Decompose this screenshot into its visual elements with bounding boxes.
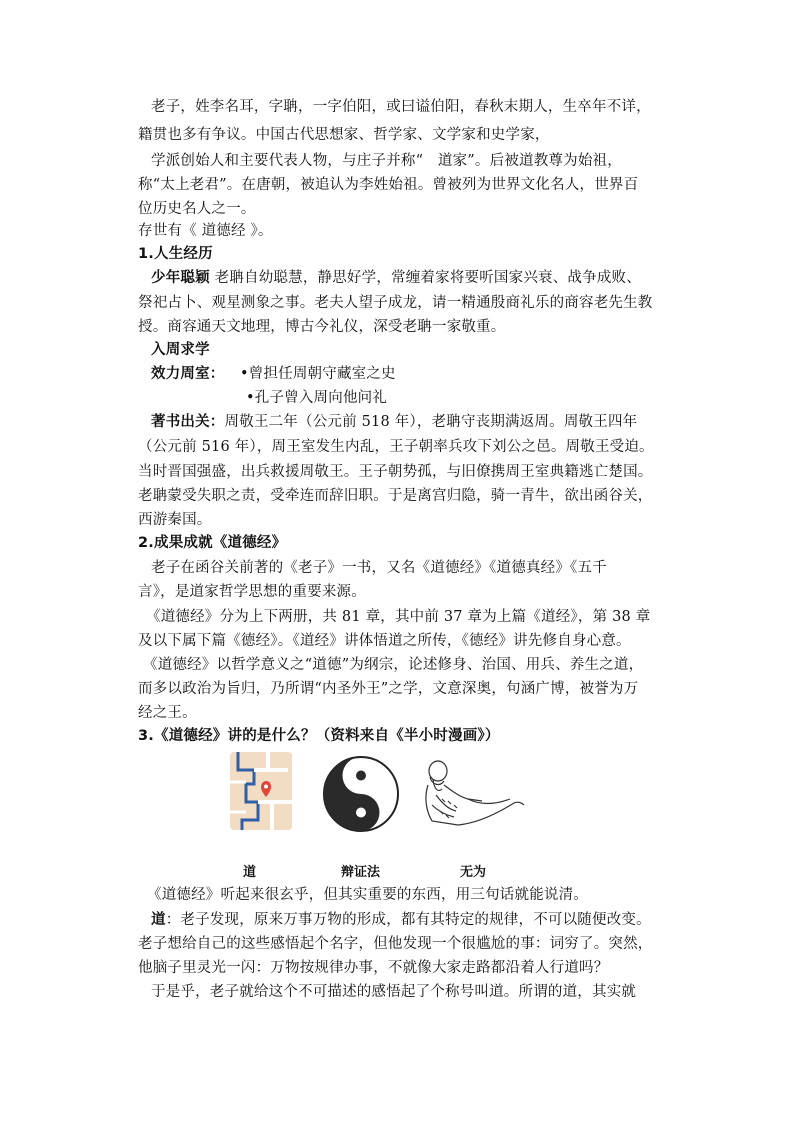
s3-p2-line-3: 他脑子里灵光一闪：万物按规律办事，不就像大家走路都沿着人行道吗？ [138, 960, 609, 976]
s2-p1-line-2: 言》，是道家哲学思想的重要来源。 [138, 584, 366, 600]
serve-item-1: •曾担任周朝守藏室之史 [240, 366, 396, 382]
dao-label: 道 [151, 912, 166, 928]
youth-line-1 [151, 266, 641, 290]
s3-p2-line-2: 老子想给自己的这些感悟起个名字，但他发现一个很尴尬的事：词穷了。突然， [138, 936, 653, 952]
section-1-heading: 1.人生经历 [138, 246, 213, 262]
youth-label: 少年聪颖 [151, 270, 210, 286]
dao-text: ：老子发现，原来万事万物的形成，都有其特定的规律，不可以随便改变。 [165, 912, 651, 928]
laozi-illustration [418, 755, 528, 833]
s2-p3-line-3: 经之王。 [138, 705, 197, 721]
book-line-5: 西游秦国。 [138, 512, 212, 528]
intro-line-6: 存世有《 道德经 》。 [138, 223, 273, 239]
yin-yang-icon [321, 754, 401, 834]
intro-line-3: 学派创始人和主要代表人物，与庄子并称“ 道家”。后被道教尊为始祖， [151, 153, 622, 169]
s2-p2-line-2: 及以下属下篇《德经》。《道经》讲体悟道之所传，《德经》讲先修自身心意。 [138, 633, 631, 649]
youth-text: 老聃自幼聪慧，静思好学，常缠着家将要听国家兴衰、战争成败、 [209, 270, 641, 286]
s2-p3-line-1: 《道德经》以哲学意义之“道德”为纲宗，论述修身、治国、用兵、养生之道， [143, 657, 644, 673]
caption-dao: 道 [243, 865, 257, 880]
caption-dialectics: 辩证法 [341, 865, 381, 880]
s2-p2-line-1: 《道德经》分为上下两册，共 81 章，其中前 37 章为上篇《道经》，第 38 章 [146, 609, 651, 625]
zhou-label: 入周求学 [151, 342, 210, 358]
section-3-heading: 3.《道德经》讲的是什么？（资料来自《半小时漫画》） [138, 728, 500, 744]
intro-line-4: 称“太上老君”。在唐朝，被追认为李姓始祖。曾被列为世界文化名人，世界百 [138, 177, 639, 193]
book-label: 著书出关： [151, 414, 225, 430]
s3-p1: 《道德经》听起来很玄乎，但其实重要的东西，用三句话就能说清。 [147, 887, 588, 903]
intro-line-5: 位历史名人之一。 [138, 201, 256, 217]
book-text: 周敬王二年（公元前 518 年），老聃守丧期满返周。周敬王四年 [224, 414, 638, 430]
serve-label: 效力周室： [151, 366, 225, 382]
book-line-1 [151, 410, 637, 434]
youth-line-3: 授。商容通天文地理，博古今礼仪，深受老聃一家敬重。 [138, 319, 506, 335]
book-line-4: 老聃蒙受失职之责，受牵连而辞旧职。于是离宫归隐，骑一青牛，欲出函谷关， [138, 488, 653, 504]
book-line-2: （公元前 516 年），周王室发生内乱，王子朝率兵攻下刘公之邑。周敬王受迫。 [138, 439, 654, 455]
s2-p1-line-1: 老子在函谷关前著的《老子》一书，又名《道德经》《道德真经》《五千 [151, 560, 607, 576]
s3-p3-line-1: 于是乎，老子就给这个不可描述的感悟起了个称号叫道。所谓的道，其实就 [151, 984, 637, 1000]
s3-p2-line-1 [151, 908, 651, 932]
s2-p3-line-2: 而多以政治为旨归，乃所谓“内圣外王”之学，文意深奥，句涵广博，被誉为万 [138, 681, 639, 697]
caption-wuwei: 无为 [460, 865, 487, 880]
intro-line-2: 籍贯也多有争议。中国古代思想家、哲学家、文学家和史学家， [138, 127, 550, 143]
map-figure [228, 752, 294, 832]
serve-item-2: •孔子曾入周向他问礼 [246, 390, 388, 406]
book-line-3: 当时晋国强盛，出兵救援周敬王。王子朝势孤，与旧僚携周王室典籍逃亡楚国。 [138, 464, 653, 480]
intro-line-1: 老子，姓李名耳，字聃，一字伯阳，或曰谥伯阳，春秋末期人，生卒年不详， [151, 99, 651, 115]
youth-line-2: 祭祀占卜、观星测象之事。老夫人望子成龙，请一精通殷商礼乐的商容老先生教 [138, 295, 653, 311]
section-2-heading: 2.成果成就《道德经》 [138, 535, 287, 551]
